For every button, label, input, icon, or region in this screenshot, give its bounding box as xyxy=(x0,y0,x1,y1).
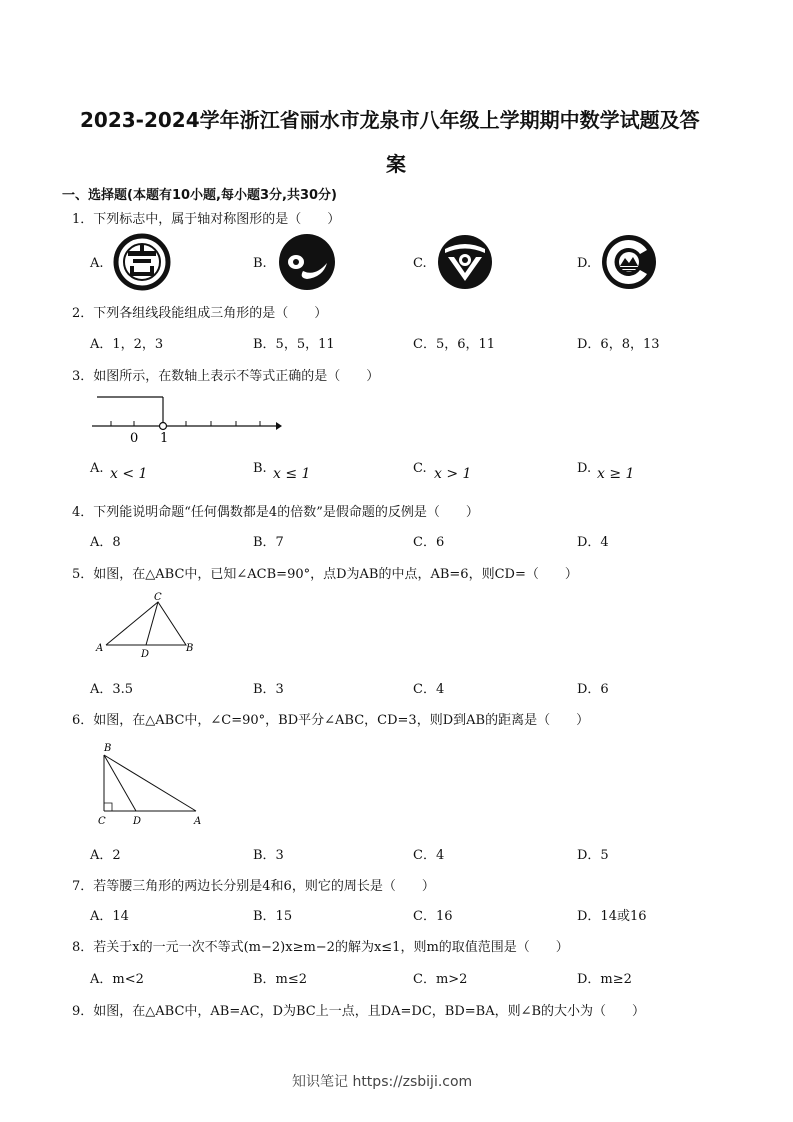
q2-option-a: A．1，2，3 xyxy=(90,337,164,352)
q1-option-d: D. xyxy=(577,256,592,271)
question-4-stem: 4．下列能说明命题“任何偶数都是4的倍数”是假命题的反例是（ ） xyxy=(72,505,479,520)
q4-option-b: B．7 xyxy=(253,535,284,550)
q1-option-b: B. xyxy=(253,256,267,271)
page-title-continued: 案 xyxy=(386,152,406,176)
q8-option-c: C．m>2 xyxy=(413,972,468,987)
q4-option-a: A．8 xyxy=(90,535,121,550)
q5-option-b: B．3 xyxy=(253,682,284,697)
q5-label-a: A xyxy=(96,643,104,654)
q6-label-a: A xyxy=(194,816,202,827)
q5-label-c: C xyxy=(154,592,162,603)
q7-option-a: A．14 xyxy=(90,909,129,924)
number-line-zero-label: 0 xyxy=(130,431,139,446)
q5-option-c: C．4 xyxy=(413,682,445,697)
logo-c-icon xyxy=(436,233,494,291)
q6-option-a: A．2 xyxy=(90,848,121,863)
q6-label-d: D xyxy=(133,816,142,827)
q8-option-d: D．m≥2 xyxy=(577,972,632,987)
q5-label-b: B xyxy=(186,643,194,654)
q5-option-d: D．6 xyxy=(577,682,609,697)
question-8-stem: 8．若关于x的一元一次不等式(m−2)x≥m−2的解为x≤1，则m的取值范围是（ ） xyxy=(72,940,569,955)
q3-option-c: C. xyxy=(413,461,427,476)
question-6-stem: 6．如图，在△ABC中，∠C=90°，BD平分∠ABC，CD=3，则D到AB的距离是（ ） xyxy=(72,713,590,728)
q2-option-c: C．5，6，11 xyxy=(413,337,496,352)
q2-option-d: D．6，8，13 xyxy=(577,337,660,352)
q6-option-b: B．3 xyxy=(253,848,284,863)
q1-option-a: A. xyxy=(90,256,104,271)
section-heading: 一、选择题(本题有10小题,每小题3分,共30分) xyxy=(62,188,337,203)
q7-option-b: B．15 xyxy=(253,909,293,924)
triangle-figure-q5 xyxy=(94,591,204,659)
logo-a-icon xyxy=(113,233,171,291)
logo-d-icon xyxy=(600,233,658,291)
number-line-one-label: 1 xyxy=(160,431,169,446)
question-2-stem: 2．下列各组线段能组成三角形的是（ ） xyxy=(72,306,328,321)
q4-option-c: C．6 xyxy=(413,535,445,550)
question-3-stem: 3．如图所示，在数轴上表示不等式正确的是（ ） xyxy=(72,369,380,384)
q6-option-c: C．4 xyxy=(413,848,445,863)
q3-option-d: D. xyxy=(577,461,592,476)
q3-option-b: B. xyxy=(253,461,267,476)
q7-option-d: D．14或16 xyxy=(577,909,647,924)
footer-watermark: 知识笔记 https://zsbiji.com xyxy=(292,1074,473,1090)
q1-option-c: C. xyxy=(413,256,427,271)
q7-option-c: C．16 xyxy=(413,909,453,924)
q3-option-c-math: x > 1 xyxy=(434,466,472,482)
number-line-figure xyxy=(90,392,285,444)
q3-option-d-math: x ≥ 1 xyxy=(597,466,635,482)
q8-option-a: A．m<2 xyxy=(90,972,144,987)
q3-option-a: A. xyxy=(90,461,104,476)
question-7-stem: 7．若等腰三角形的两边长分别是4和6，则它的周长是（ ） xyxy=(72,879,435,894)
q4-option-d: D．4 xyxy=(577,535,609,550)
q6-label-c: C xyxy=(98,816,106,827)
q5-option-a: A．3.5 xyxy=(90,682,134,697)
logo-b-icon xyxy=(277,233,337,291)
q8-option-b: B．m≤2 xyxy=(253,972,308,987)
q5-label-d: D xyxy=(141,649,150,660)
q3-option-b-math: x ≤ 1 xyxy=(273,466,311,482)
question-9-stem: 9．如图，在△ABC中，AB=AC，D为BC上一点，且DA=DC，BD=BA，则∠B的大小为（ ） xyxy=(72,1004,646,1019)
question-5-stem: 5．如图，在△ABC中，已知∠ACB=90°，点D为AB的中点，AB=6，则CD=（ ） xyxy=(72,567,578,582)
triangle-figure-q6 xyxy=(94,740,209,828)
q2-option-b: B．5，5，11 xyxy=(253,337,335,352)
page-title: 2023-2024学年浙江省丽水市龙泉市八年级上学期期中数学试题及答 xyxy=(80,108,700,132)
q6-option-d: D．5 xyxy=(577,848,609,863)
q6-label-b: B xyxy=(104,743,112,754)
question-1-stem: 1．下列标志中，属于轴对称图形的是（ ） xyxy=(72,212,341,227)
q3-option-a-math: x < 1 xyxy=(110,466,148,482)
